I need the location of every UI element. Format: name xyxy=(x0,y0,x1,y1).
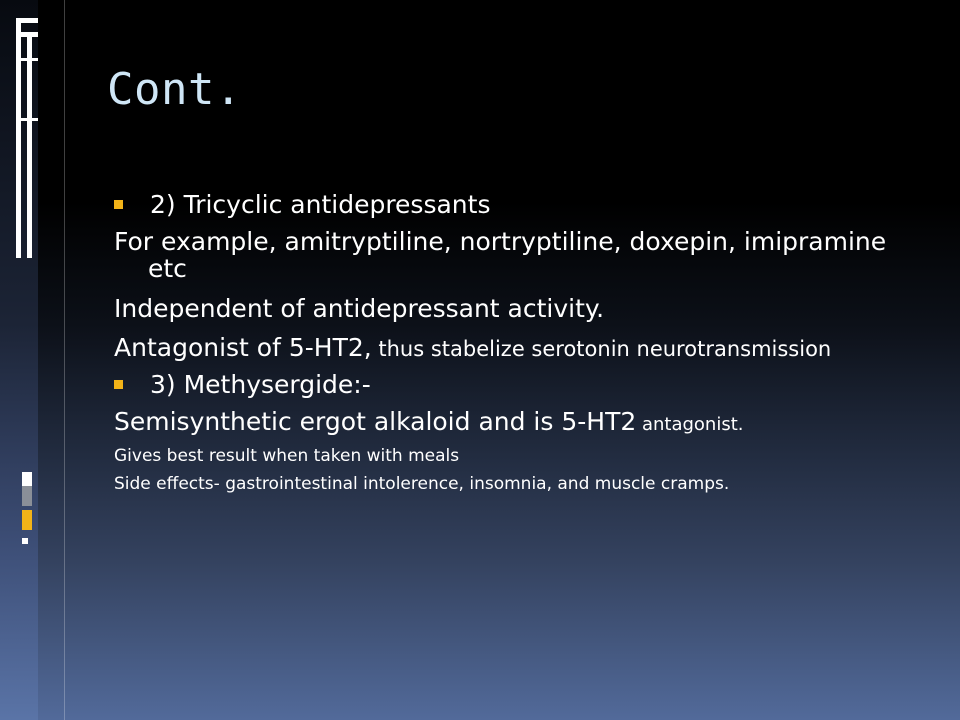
slide-content xyxy=(114,192,914,494)
square-bullet-icon xyxy=(114,200,123,209)
text-line: Independent of antidepressant activity. xyxy=(114,294,605,324)
text-line: Antagonist of 5-HT2, thus stabelize serotonin neurotransmission xyxy=(114,333,832,362)
text-line: For example, amitryptiline, nortryptiline, doxepin, imipramine etc xyxy=(114,226,887,283)
text-line: Semisynthetic ergot alkaloid and is 5-HT2 antagonist. xyxy=(114,406,744,436)
text-line: Side effects- gastrointestinal intolerence, insomnia, and muscle cramps. xyxy=(114,474,730,495)
divider-line xyxy=(64,0,65,720)
bullet-item: 2) Tricyclic antidepressants xyxy=(114,192,914,219)
left-sidebar-decoration xyxy=(0,0,38,720)
bullet-item: 3) Methysergide:- xyxy=(114,372,914,399)
square-bullet-icon xyxy=(114,380,123,389)
text-line: Gives best result when taken with meals xyxy=(114,446,460,467)
slide-title: Cont. xyxy=(107,64,242,115)
